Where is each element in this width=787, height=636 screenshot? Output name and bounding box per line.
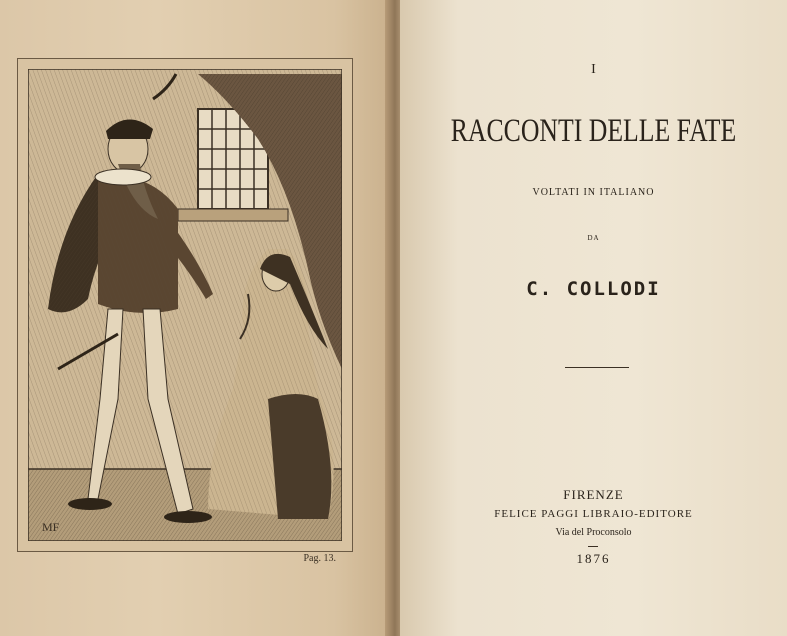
title-page [400,0,787,636]
plate-caption: Pag. 13. [303,553,336,564]
title-block [400,0,787,636]
left-page [0,0,393,636]
author-name: C. COLLODI [526,278,661,300]
book-subtitle: VOLTATI IN ITALIANO [532,187,655,198]
publication-year: 1876 [576,551,611,566]
illustration-plate [17,58,353,552]
small-dash [588,546,598,547]
divider-rule [565,367,629,368]
engraving-illustration [28,69,342,541]
book-title: RACCONTI DELLE FATE [450,113,737,149]
volume-numeral: I [591,62,596,77]
publisher-name: FELICE PAGGI LIBRAIO-EDITORE [494,508,693,520]
by-line: DA [587,234,600,242]
imprint-city: FIRENZE [563,487,624,502]
publisher-address: Via del Proconsolo [555,527,632,538]
artist-monogram: MF [42,520,60,534]
